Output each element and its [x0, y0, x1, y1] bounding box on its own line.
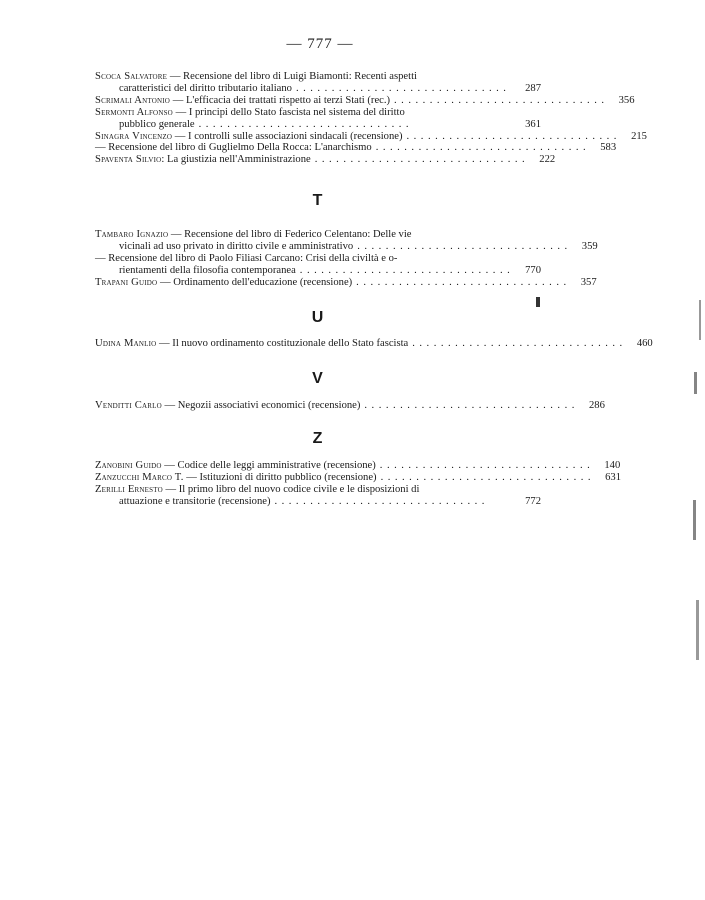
- index-entry: [95, 276, 597, 289]
- section-v-entries: [95, 400, 605, 412]
- entry-page: 357: [580, 276, 597, 288]
- entry-page: 140: [604, 460, 621, 471]
- leader-dots: ..............................: [198, 118, 414, 130]
- entry-title-cont: vicinali ad uso privato in diritto civile e amministrativo: [119, 240, 354, 252]
- scan-mark: [536, 297, 540, 307]
- leader-dots: ..............................: [406, 130, 621, 142]
- section-letter-v: V: [312, 370, 323, 387]
- entry-author: Zanobini Guido: [95, 460, 162, 471]
- entry-title: — Recensione del libro di Luigi Biamonti: Recenti aspetti: [169, 71, 417, 82]
- index-entry: [95, 94, 635, 107]
- section-s-entries: [95, 71, 647, 166]
- index-entry: [95, 71, 541, 95]
- scan-edge-mark: [696, 600, 699, 660]
- entry-title-cont: caratteristici del diritto tributario italiano: [119, 82, 292, 94]
- entry-title: — Codice delle leggi amministrative (recensione): [164, 460, 376, 471]
- index-entry: [95, 154, 556, 166]
- entry-page: 770: [525, 264, 541, 276]
- entry-title: — Ordinamento dell'educazione (recensione): [159, 276, 353, 288]
- page-number: — 777 —: [286, 36, 354, 52]
- entry-page: 286: [588, 400, 605, 411]
- entry-title: — Recensione del libro di Guglielmo Della Rocca: L'anarchismo: [95, 142, 372, 154]
- index-entry: [95, 471, 622, 484]
- entry-title: — I controlli sulle associazioni sindacali (recensione): [174, 130, 403, 142]
- entry-page: 222: [539, 154, 556, 166]
- entry-title: — L'efficacia dei trattati rispetto ai terzi Stati (rec.): [172, 94, 391, 106]
- leader-dots: ..............................: [299, 264, 515, 276]
- index-entry: [95, 338, 653, 350]
- leader-dots: ..............................: [356, 276, 571, 288]
- leader-dots: ..............................: [314, 154, 530, 166]
- entry-page: 772: [525, 495, 541, 507]
- entry-author: Scrimali Antonio: [95, 94, 171, 106]
- leader-dots: ..............................: [364, 400, 579, 411]
- entry-author: Spaventa Silvio: [95, 154, 162, 166]
- index-entry: [95, 142, 617, 154]
- entry-title: — Il nuovo ordinamento costituzionale dello Stato fascista: [159, 338, 409, 349]
- entry-title: — Negozii associativi economici (recensione): [164, 400, 361, 411]
- entry-author: Trapani Guido: [95, 276, 158, 288]
- entry-author: Venditti Carlo: [95, 400, 162, 411]
- entry-title: — Recensione del libro di Paolo Filiasi Carcano: Crisi della civiltà e o-: [95, 252, 398, 264]
- entry-title: — Recensione del libro di Federico Celentano: Delle vie: [170, 229, 412, 240]
- entry-author: Udina Manlio: [95, 338, 157, 349]
- leader-dots: ..............................: [295, 82, 511, 94]
- section-letter-t: T: [312, 192, 323, 209]
- index-entry: [95, 253, 541, 277]
- index-entry: [95, 130, 647, 143]
- leader-dots: ..............................: [375, 142, 591, 154]
- entry-page: 356: [618, 94, 635, 106]
- entry-page: 460: [636, 338, 653, 349]
- index-entry: [95, 107, 541, 131]
- entry-author: Zanzucchi Marco T.: [95, 471, 184, 483]
- entry-title: : La giustizia nell'Amministrazione: [161, 154, 311, 166]
- scan-edge-mark: [699, 300, 701, 340]
- scan-edge-mark: [693, 500, 696, 540]
- entry-author: Sermonti Alfonso: [95, 106, 173, 118]
- entry-author: Zerilli Ernesto: [95, 483, 163, 495]
- index-entry: [95, 460, 621, 472]
- scan-edge-mark: [694, 372, 697, 394]
- entry-title: — Il primo libro del nuovo codice civile e le disposizioni di: [165, 483, 420, 495]
- entry-title: — I principi dello Stato fascista nel sistema del diritto: [175, 106, 405, 118]
- entry-page: 215: [631, 130, 647, 142]
- entry-title-cont: rientamenti della filosofia contemporanea: [119, 264, 296, 276]
- section-u-entries: [95, 338, 653, 350]
- leader-dots: ..............................: [380, 471, 596, 483]
- leader-dots: ..............................: [379, 460, 595, 471]
- leader-dots: ..............................: [274, 495, 489, 507]
- entry-title-cont: pubblico generale: [119, 118, 195, 130]
- section-t-entries: [95, 229, 598, 289]
- entry-page: 631: [605, 471, 622, 483]
- entry-author: Sinagra Vincenzo: [95, 130, 173, 142]
- leader-dots: ..............................: [357, 240, 572, 252]
- section-letter-z: Z: [312, 430, 323, 447]
- entry-page: 359: [581, 240, 598, 252]
- entry-page: 287: [525, 82, 541, 94]
- leader-dots: ..............................: [394, 94, 609, 106]
- index-entry: [95, 484, 541, 508]
- index-entry: [95, 400, 605, 412]
- entry-page: 583: [600, 142, 617, 154]
- leader-dots: ..............................: [412, 338, 627, 349]
- entry-title-cont: attuazione e transitorie (recensione): [119, 495, 271, 507]
- section-letter-u: U: [311, 309, 324, 326]
- index-entry: [95, 229, 598, 253]
- entry-title: — Istituzioni di diritto pubblico (recensione): [186, 471, 377, 483]
- section-z-entries: [95, 460, 622, 508]
- entry-page: 361: [525, 118, 541, 130]
- entry-author: Tambaro Ignazio: [95, 229, 169, 240]
- entry-author: Scoca Salvatore: [95, 71, 168, 82]
